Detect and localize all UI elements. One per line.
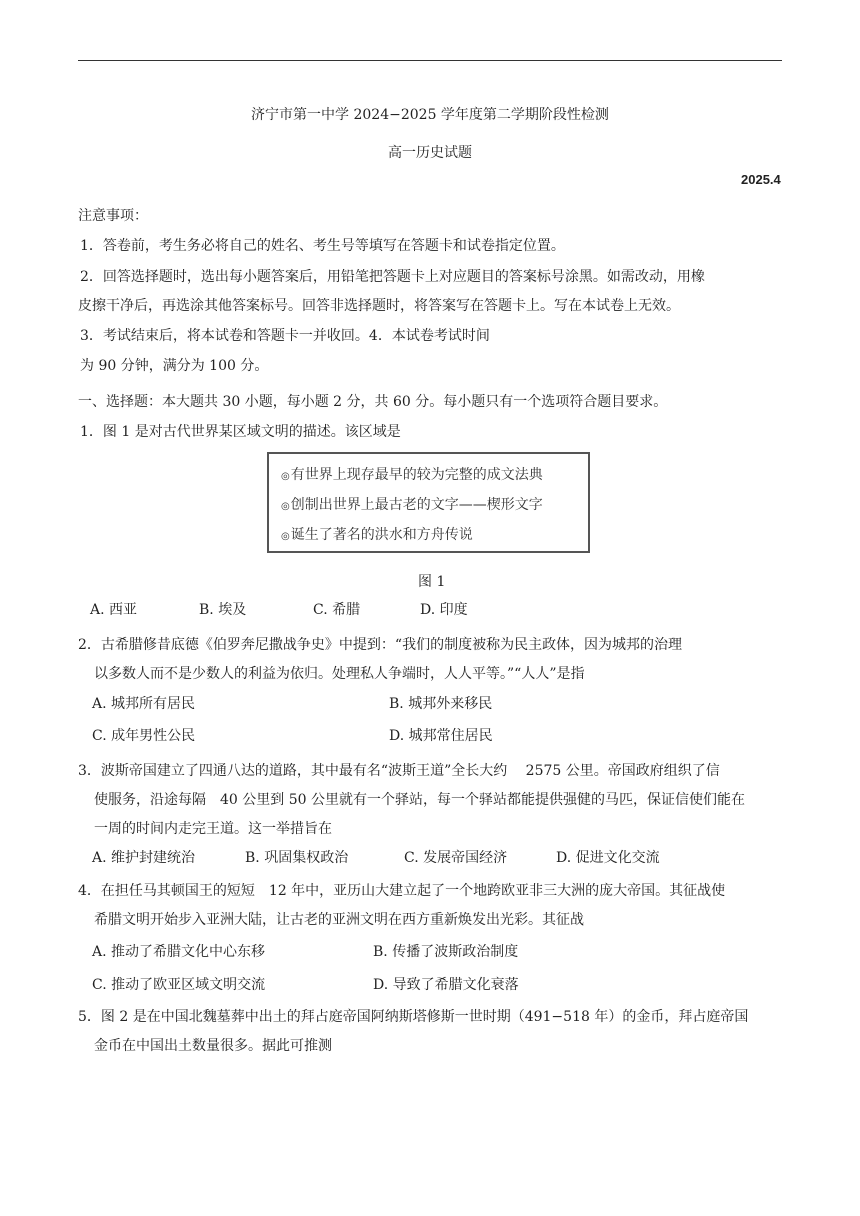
- q2-option-b[interactable]: B. 城邦外来移民: [389, 696, 493, 712]
- notice-heading: 注意事项：: [78, 208, 148, 224]
- question-4-stem: 希腊文明开始步入亚洲大陆，让古老的亚洲文明在西方重新焕发出光彩。其征战: [94, 912, 584, 928]
- q3-option-a[interactable]: A. 维护封建统治: [92, 850, 196, 866]
- question-3-stem: 使服务，沿途每隔 40 公里到 50 公里就有一个驿站，每一个驿站都能提供强健的马匹，保证信使们能在: [94, 792, 745, 808]
- q3-option-d[interactable]: D. 促进文化交流: [556, 850, 660, 866]
- notice-item: 为 90 分钟，满分为 100 分。: [80, 358, 269, 374]
- exam-subtitle: 高一历史试题: [388, 145, 472, 161]
- notice-item: 1．答卷前，考生务必将自己的姓名、考生号等填写在答题卡和试卷指定位置。: [80, 238, 565, 254]
- notice-item: 3．考试结束后，将本试卷和答题卡一并收回。4．本试卷考试时间: [80, 328, 490, 344]
- q4-option-a[interactable]: A. 推动了希腊文化中心东移: [92, 944, 266, 960]
- q3-option-b[interactable]: B. 巩固集权政治: [245, 850, 349, 866]
- figure-1-line: ◎诞生了著名的洪水和方舟传说: [281, 527, 473, 543]
- question-5-stem: 5．图 2 是在中国北魏墓葬中出土的拜占庭帝国阿纳斯塔修斯一世时期（491−518 年）的金币，拜占庭帝国: [78, 1009, 749, 1025]
- question-3-stem: 一周的时间内走完王道。这一举措旨在: [94, 821, 332, 837]
- figure-1-line: ◎有世界上现存最早的较为完整的成文法典: [281, 467, 543, 483]
- figure-1-box: [267, 452, 590, 553]
- question-2-stem: 以多数人而不是少数人的利益为依归。处理私人争端时，人人平等。”“人人”是指: [94, 666, 585, 682]
- notice-item: 2．回答选择题时，选出每小题答案后，用铅笔把答题卡上对应题目的答案标号涂黑。如需改动，用橡: [80, 269, 705, 285]
- q4-option-b[interactable]: B. 传播了波斯政治制度: [373, 944, 519, 960]
- header-rule: [78, 60, 782, 61]
- question-1-stem: 1．图 1 是对古代世界某区域文明的描述。该区域是: [80, 424, 401, 440]
- figure-1-line: ◎创制出世界上最古老的文字——楔形文字: [281, 497, 543, 513]
- q4-option-c[interactable]: C. 推动了欧亚区域文明交流: [92, 977, 266, 993]
- q2-option-c[interactable]: C. 成年男性公民: [92, 728, 196, 744]
- q4-option-d[interactable]: D. 导致了希腊文化衰落: [373, 977, 519, 993]
- q2-option-d[interactable]: D. 城邦常住居民: [389, 728, 493, 744]
- q1-option-b[interactable]: B. 埃及: [199, 602, 247, 618]
- section-heading: 一、选择题：本大题共 30 小题，每小题 2 分，共 60 分。每小题只有一个选项符合题目要求。: [78, 394, 668, 410]
- question-5-stem: 金币在中国出土数量很多。据此可推测: [94, 1038, 332, 1054]
- exam-title: 济宁市第一中学 2024−2025 学年度第二学期阶段性检测: [251, 107, 609, 123]
- q2-option-a[interactable]: A. 城邦所有居民: [92, 696, 196, 712]
- bullet-icon: ◎: [281, 471, 290, 482]
- q1-option-a[interactable]: A. 西亚: [90, 602, 138, 618]
- q1-option-c[interactable]: C. 希腊: [313, 602, 361, 618]
- q1-option-d[interactable]: D. 印度: [420, 602, 468, 618]
- bullet-icon: ◎: [281, 531, 290, 542]
- bullet-icon: ◎: [281, 501, 290, 512]
- question-2-stem: 2．古希腊修昔底德《伯罗奔尼撒战争史》中提到：“我们的制度被称为民主政体，因为城邦的治理: [78, 637, 683, 653]
- notice-item: 皮擦干净后，再选涂其他答案标号。回答非选择题时，将答案写在答题卡上。写在本试卷上无效。: [78, 298, 680, 314]
- q3-option-c[interactable]: C. 发展帝国经济: [404, 850, 508, 866]
- question-3-stem: 3．波斯帝国建立了四通八达的道路，其中最有名“波斯王道”全长大约 2575 公里。帝国政府组织了信: [78, 763, 720, 779]
- question-4-stem: 4．在担任马其顿国王的短短 12 年中，亚历山大建立起了一个地跨欧亚非三大洲的庞大帝国。其征战使: [78, 883, 726, 899]
- figure-1-caption: 图 1: [418, 574, 446, 590]
- exam-date: 2025.4: [741, 172, 781, 187]
